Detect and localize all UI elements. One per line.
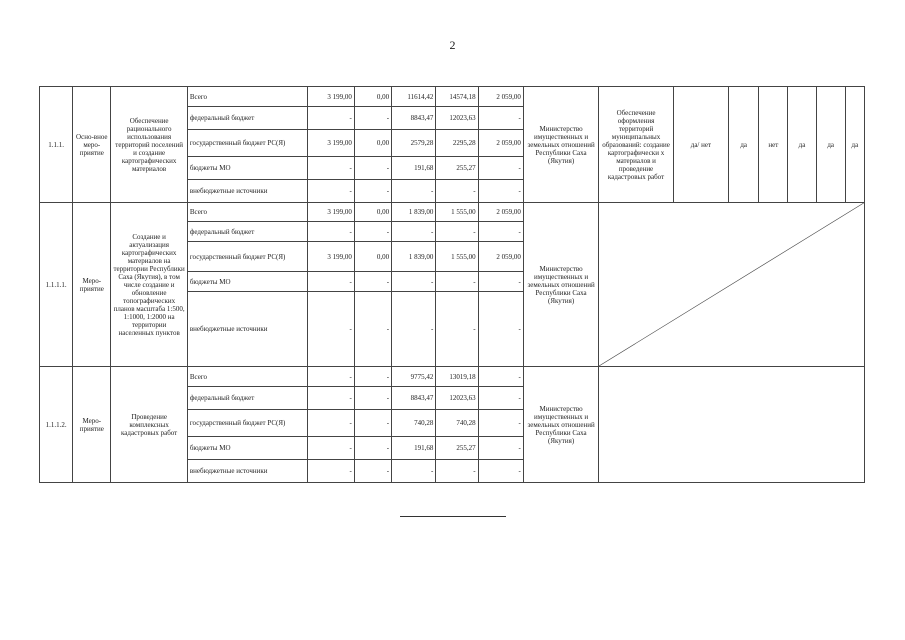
funding-source: государственный бюджет РС(Я) [187, 130, 307, 157]
table-row [40, 87, 865, 107]
funding-value: 9775,42 [392, 367, 436, 387]
funding-value: - [307, 460, 354, 483]
funding-value: - [478, 157, 523, 180]
funding-source: Всего [187, 203, 307, 222]
funding-value: - [307, 410, 354, 437]
funding-value: - [392, 222, 436, 242]
funding-value: 740,28 [436, 410, 478, 437]
funding-value: 12023,63 [436, 387, 478, 410]
funding-value: - [307, 222, 354, 242]
funding-value: - [478, 180, 523, 203]
funding-value: - [478, 460, 523, 483]
funding-value: 3 199,00 [307, 242, 354, 272]
funding-value: - [307, 387, 354, 410]
funding-value: - [307, 107, 354, 130]
funding-value: 8843,47 [392, 387, 436, 410]
funding-value: 1 839,00 [392, 242, 436, 272]
funding-value: - [436, 272, 478, 292]
funding-value: - [354, 222, 391, 242]
funding-value: - [307, 437, 354, 460]
funding-source: внебюджетные источники [187, 180, 307, 203]
indicator-value: да [816, 87, 845, 203]
funding-value: 1 555,00 [436, 242, 478, 272]
item-code: 1.1.1.2. [40, 367, 73, 483]
indicator-value: нет [759, 87, 788, 203]
funding-source: государственный бюджет РС(Я) [187, 410, 307, 437]
funding-value: 0,00 [354, 203, 391, 222]
funding-value: 255,27 [436, 437, 478, 460]
item-name: Создание и актуализация картографических материалов на территории Республики Саха (Якутия), в том числе создание и обновление топографических планов масштаба 1:500, 1:1000, 1:2000 на территории населенных пунктов [111, 203, 187, 367]
funding-value: - [307, 292, 354, 367]
funding-value: - [354, 180, 391, 203]
funding-value: 0,00 [354, 130, 391, 157]
funding-value: - [307, 367, 354, 387]
item-name: Проведение комплексных кадастровых работ [111, 367, 187, 483]
funding-value: - [354, 410, 391, 437]
diagonal-empty-cell [599, 203, 865, 367]
funding-value: 11614,42 [392, 87, 436, 107]
funding-source: внебюджетные источники [187, 292, 307, 367]
funding-value: 14574,18 [436, 87, 478, 107]
diagonal-line [599, 203, 864, 366]
funding-value: - [478, 437, 523, 460]
item-type: Меро-приятие [73, 367, 111, 483]
funding-value: 740,28 [392, 410, 436, 437]
funding-value: 1 555,00 [436, 203, 478, 222]
funding-value: 2295,28 [436, 130, 478, 157]
funding-value: - [307, 272, 354, 292]
item-name: Обеспечение рационального использования территорий поселений и создание картографических материалов [111, 87, 187, 203]
funding-value: 2 059,00 [478, 130, 523, 157]
item-code: 1.1.1.1. [40, 203, 73, 367]
funding-value: 2 059,00 [478, 203, 523, 222]
item-type: Меро-приятие [73, 203, 111, 367]
funding-source: бюджеты МО [187, 437, 307, 460]
funding-source: бюджеты МО [187, 272, 307, 292]
table-row [40, 367, 865, 387]
funding-value: 2579,28 [392, 130, 436, 157]
funding-value: 12023,63 [436, 107, 478, 130]
funding-value: - [392, 460, 436, 483]
item-type: Осно-вное меро-приятие [73, 87, 111, 203]
executor: Министерство имущественных и земельных отношений Республики Саха (Якутия) [523, 203, 598, 367]
end-line [400, 516, 506, 517]
indicator-value: да/ нет [673, 87, 728, 203]
funding-value: - [354, 157, 391, 180]
funding-value: 1 839,00 [392, 203, 436, 222]
funding-value: - [307, 180, 354, 203]
funding-value: - [392, 272, 436, 292]
funding-value: - [478, 107, 523, 130]
executor: Министерство имущественных и земельных отношений Республики Саха (Якутия) [523, 367, 598, 483]
indicator-name: Обеспечение оформления территорий муниципальных образований: создание картографически х материалов и проведение кадастровых работ [599, 87, 673, 203]
funding-source: бюджеты МО [187, 157, 307, 180]
funding-value: - [436, 222, 478, 242]
funding-value: - [478, 367, 523, 387]
item-code: 1.1.1. [40, 87, 73, 203]
table-row [40, 203, 865, 222]
funding-value: 2 059,00 [478, 242, 523, 272]
funding-value: - [392, 292, 436, 367]
funding-value: - [436, 292, 478, 367]
funding-value: - [354, 272, 391, 292]
empty-indicator-cell [599, 367, 865, 483]
funding-value: - [478, 292, 523, 367]
funding-value: - [354, 367, 391, 387]
funding-value: 191,68 [392, 437, 436, 460]
funding-value: - [354, 107, 391, 130]
funding-value: - [436, 460, 478, 483]
funding-source: государственный бюджет РС(Я) [187, 242, 307, 272]
funding-value: - [307, 157, 354, 180]
funding-value: 3 199,00 [307, 87, 354, 107]
funding-value: - [354, 437, 391, 460]
executor: Министерство имущественных и земельных отношений Республики Саха (Якутия) [523, 87, 598, 203]
funding-source: федеральный бюджет [187, 387, 307, 410]
funding-value: 0,00 [354, 87, 391, 107]
funding-value: 8843,47 [392, 107, 436, 130]
funding-value: - [478, 272, 523, 292]
funding-value: 255,27 [436, 157, 478, 180]
program-table [39, 86, 865, 483]
funding-source: федеральный бюджет [187, 222, 307, 242]
page-number: 2 [449, 38, 456, 52]
funding-value: - [354, 387, 391, 410]
funding-value: - [478, 222, 523, 242]
funding-value: 2 059,00 [478, 87, 523, 107]
indicator-value: да [845, 87, 864, 203]
funding-value: - [436, 180, 478, 203]
funding-value: 0,00 [354, 242, 391, 272]
funding-source: внебюджетные источники [187, 460, 307, 483]
funding-value: - [392, 180, 436, 203]
funding-value: - [478, 387, 523, 410]
funding-value: - [478, 410, 523, 437]
funding-value: 13019,18 [436, 367, 478, 387]
funding-value: 3 199,00 [307, 203, 354, 222]
indicator-value: да [788, 87, 816, 203]
funding-value: - [354, 292, 391, 367]
funding-source: Всего [187, 87, 307, 107]
funding-source: федеральный бюджет [187, 107, 307, 130]
funding-value: - [354, 460, 391, 483]
funding-value: 191,68 [392, 157, 436, 180]
funding-source: Всего [187, 367, 307, 387]
indicator-value: да [729, 87, 759, 203]
funding-value: 3 199,00 [307, 130, 354, 157]
